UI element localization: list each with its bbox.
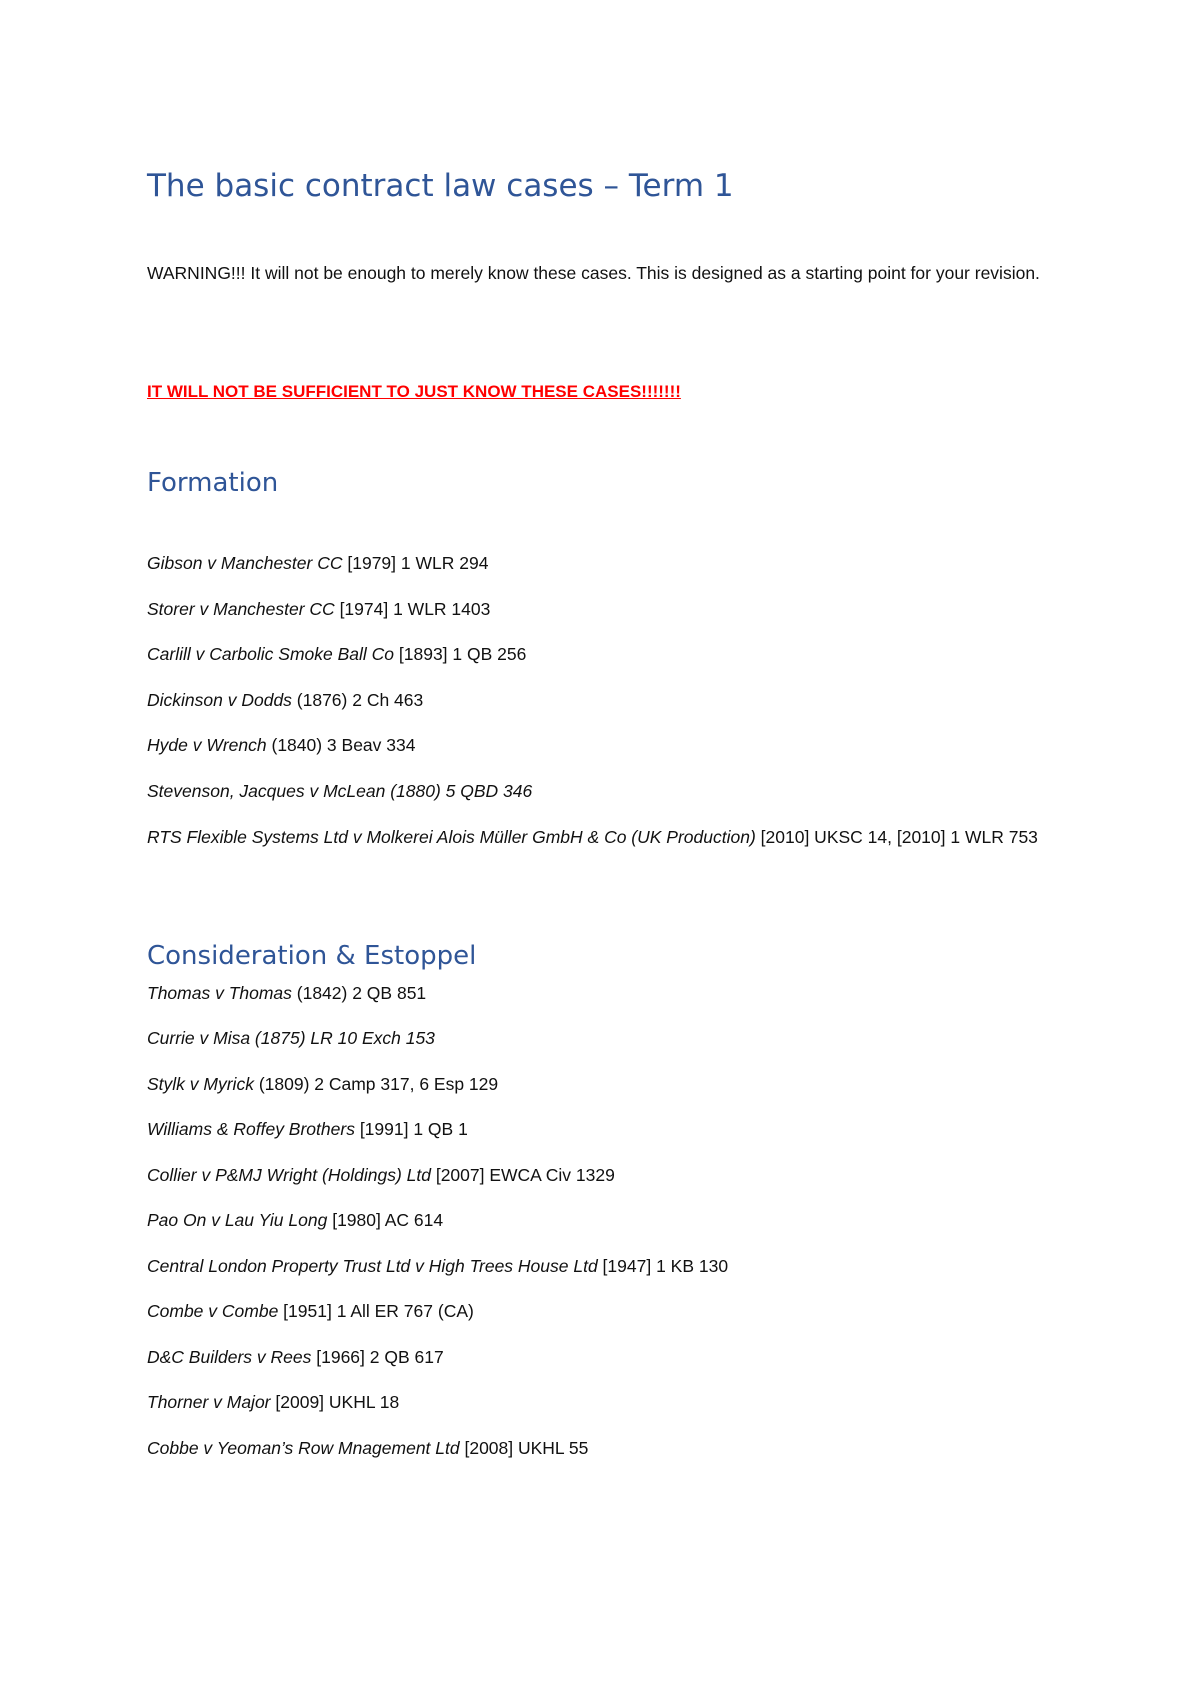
case-citation: [1947] 1 KB 130: [597, 1256, 729, 1276]
case-name: Hyde v Wrench: [147, 735, 267, 755]
case-name: Williams & Roffey Brothers: [147, 1119, 355, 1139]
case-entry: [147, 1433, 588, 1463]
case-entry: [147, 1342, 444, 1372]
case-citation: (1842) 2 QB 851: [291, 983, 427, 1003]
case-entry: [147, 1069, 498, 1099]
case-name: Pao On v Lau Yiu Long: [147, 1210, 328, 1230]
section-heading-consideration: Consideration & Estoppel: [147, 941, 477, 971]
case-name: RTS Flexible Systems Ltd v Molkerei Alois Müller GmbH & Co (UK Production): [147, 827, 756, 847]
case-citation: [1966] 2 QB 617: [311, 1347, 444, 1367]
case-entry: [147, 1251, 728, 1281]
case-entry: [147, 1296, 474, 1326]
document-title: The basic contract law cases – Term 1: [147, 168, 734, 204]
case-name: Central London Property Trust Ltd v High Trees House Ltd: [147, 1256, 598, 1276]
section-heading-formation: Formation: [147, 468, 279, 498]
case-name: Dickinson v Dodds: [147, 690, 292, 710]
case-entry: [147, 776, 532, 806]
case-entry: [147, 639, 526, 669]
case-entry: [147, 1160, 615, 1190]
case-citation: (1876) 2 Ch 463: [291, 690, 424, 710]
case-citation: [2010] UKSC 14, [2010] 1 WLR 753: [755, 827, 1038, 847]
case-name: Cobbe v Yeoman’s Row Mnagement Ltd: [147, 1438, 460, 1458]
case-citation: [1893] 1 QB 256: [394, 644, 527, 664]
case-name: Stylk v Myrick: [147, 1074, 254, 1094]
case-entry: [147, 1023, 435, 1053]
case-name: Collier v P&MJ Wright (Holdings) Ltd: [147, 1165, 431, 1185]
case-name: Thorner v Major: [147, 1392, 271, 1412]
case-entry: [147, 1205, 443, 1235]
case-entry: [147, 685, 423, 715]
case-name: Currie v Misa (1875) LR 10 Exch 153: [147, 1028, 435, 1048]
case-citation: (1809) 2 Camp 317, 6 Esp 129: [253, 1074, 499, 1094]
case-entry: [147, 548, 488, 578]
case-name: Gibson v Manchester CC: [147, 553, 343, 573]
case-entry: [147, 1114, 468, 1144]
case-name: Stevenson, Jacques v McLean (1880) 5 QBD 346: [147, 781, 533, 801]
case-citation: [2009] UKHL 18: [270, 1392, 400, 1412]
alert-text: IT WILL NOT BE SUFFICIENT TO JUST KNOW THESE CASES!!!!!!!: [147, 382, 681, 401]
case-entry: [147, 1387, 399, 1417]
case-citation: [1991] 1 QB 1: [354, 1119, 468, 1139]
case-citation: (1840) 3 Beav 334: [266, 735, 416, 755]
case-entry: [147, 822, 1077, 852]
case-name: Carlill v Carbolic Smoke Ball Co: [147, 644, 395, 664]
case-name: D&C Builders v Rees: [147, 1347, 312, 1367]
case-citation: [1979] 1 WLR 294: [342, 553, 489, 573]
case-name: Storer v Manchester CC: [147, 599, 335, 619]
case-citation: [1974] 1 WLR 1403: [334, 599, 491, 619]
warning-paragraph: WARNING!!! It will not be enough to merely know these cases. This is designed as a starting point for your revision.: [147, 263, 1040, 283]
case-entry: [147, 978, 426, 1008]
case-citation: [1980] AC 614: [327, 1210, 444, 1230]
case-citation: [2007] EWCA Civ 1329: [430, 1165, 615, 1185]
case-entry: [147, 594, 490, 624]
case-name: Combe v Combe: [147, 1301, 279, 1321]
case-entry: [147, 730, 415, 760]
case-name: Thomas v Thomas: [147, 983, 292, 1003]
case-citation: [1951] 1 All ER 767 (CA): [278, 1301, 474, 1321]
case-citation: [2008] UKHL 55: [459, 1438, 589, 1458]
